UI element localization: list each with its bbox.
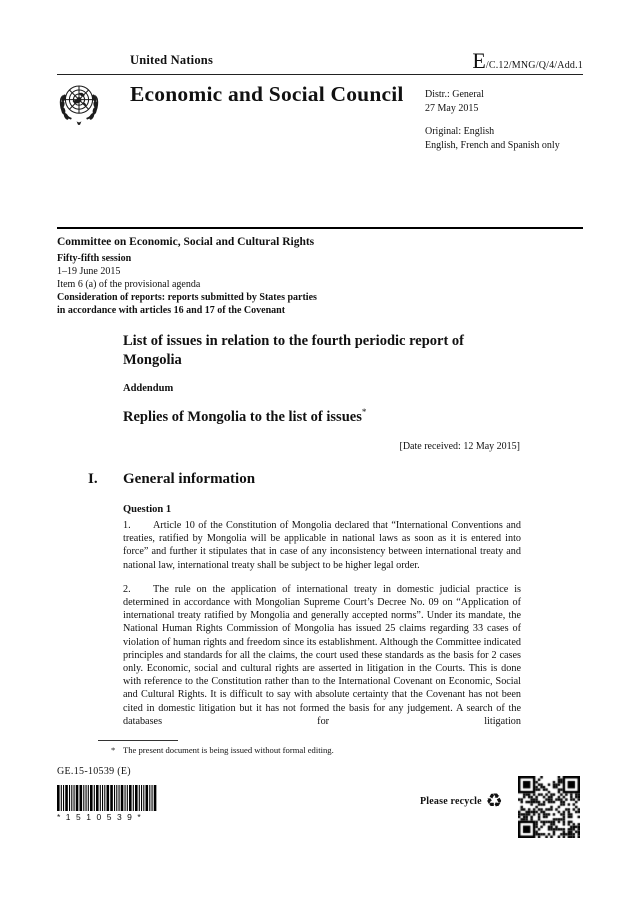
doc-symbol bbox=[472, 48, 583, 74]
un-emblem-icon bbox=[55, 77, 103, 135]
ge-document-number: GE.15-10539 (E) bbox=[57, 766, 131, 777]
original-language: Original: English bbox=[425, 126, 495, 137]
section-heading bbox=[88, 471, 255, 488]
session-block bbox=[57, 236, 317, 317]
paragraph-text: Article 10 of the Constitution of Mongolia declared that “International Conventions and treaties, ratified by Mongolia will be applicable in national laws as soon as it is entered into force” and further it stipulates that in case of any inconsistency between international treaty and national law, international treaty shall be subject to be higher legal order. bbox=[123, 520, 521, 571]
un-name: United Nations bbox=[130, 53, 214, 67]
body-paragraphs bbox=[123, 519, 521, 739]
footnote-rule bbox=[98, 740, 178, 741]
council-title: Economic and Social Council bbox=[130, 82, 404, 106]
languages-line: English, French and Spanish only bbox=[425, 139, 560, 151]
agenda-title-line2: in accordance with articles 16 and 17 of the Covenant bbox=[57, 305, 286, 316]
please-recycle bbox=[420, 792, 503, 811]
document-subtitle bbox=[123, 407, 366, 426]
session-dates: 1–19 June 2015 bbox=[57, 266, 121, 277]
barcode bbox=[57, 785, 161, 822]
recycle-label: Please recycle bbox=[420, 796, 482, 807]
distr-line: Distr.: General bbox=[425, 89, 484, 100]
paragraph-number: 2. bbox=[123, 583, 131, 595]
subtitle-text: Replies of Mongolia to the list of issues bbox=[123, 408, 362, 425]
footnote-text: The present document is being issued without formal editing. bbox=[123, 745, 334, 755]
date-received: [Date received: 12 May 2015] bbox=[399, 441, 520, 452]
header-rule bbox=[57, 74, 583, 75]
barcode-icon bbox=[57, 785, 161, 811]
agenda-title-line1: Consideration of reports: reports submitted by States parties bbox=[57, 292, 317, 303]
section-divider-rule bbox=[57, 227, 583, 229]
section-numeral: I. bbox=[88, 471, 98, 487]
paragraph-2 bbox=[123, 583, 521, 728]
paragraph-number: 1. bbox=[123, 520, 131, 531]
committee-name: Committee on Economic, Social and Cultural Rights bbox=[57, 236, 315, 248]
section-title: General information bbox=[123, 471, 256, 487]
doc-symbol-number: /C.12/MNG/Q/4/Add.1 bbox=[485, 60, 583, 71]
recycle-icon: ♻ bbox=[485, 790, 503, 812]
question-label: Question 1 bbox=[123, 504, 172, 515]
distr-block bbox=[425, 88, 560, 152]
barcode-text: *1510539* bbox=[57, 812, 147, 822]
footnote-marker: * bbox=[111, 745, 116, 755]
document-title: List of issues in relation to the fourth periodic report of Mongolia bbox=[123, 333, 464, 368]
doc-symbol-series: E bbox=[472, 48, 486, 73]
qr-code-icon bbox=[518, 776, 580, 838]
footnote-marker-ref: * bbox=[361, 407, 367, 417]
paragraph-1 bbox=[123, 519, 521, 572]
paragraph-text: The rule on the application of international treaty in domestic judicial practice is determined in accordance with Mongolian Supreme Court’s Decree No. 09 on “Application of international treaty ratified by Mongolia and generally accepted norms”. Under its mandate, the National Human Rights Commission of Mongolia has issued 25 claims regarding 33 cases of violation of human rights and freedom since its establishment. Although the Committee indicated principles and standards for all the claims, the court used these standards as the basis for 2 cases only. Economic, social and cultural rights are asserted in litigation in the Courts. This is done with reference to the Constitution rather than to the International Covenant on Economic, Social and Cultural Rights. It is difficult to say with absolute certainty that the Covenant has not been cited in domestic litigation but it has not formed the basis for any judgement. A search of the databases for litigation bbox=[123, 583, 521, 727]
distr-date: 27 May 2015 bbox=[425, 102, 479, 114]
session-name: Fifty-fifth session bbox=[57, 253, 132, 264]
addendum-label: Addendum bbox=[123, 383, 174, 394]
footnote bbox=[111, 745, 334, 755]
agenda-item: Item 6 (a) of the provisional agenda bbox=[57, 279, 201, 290]
